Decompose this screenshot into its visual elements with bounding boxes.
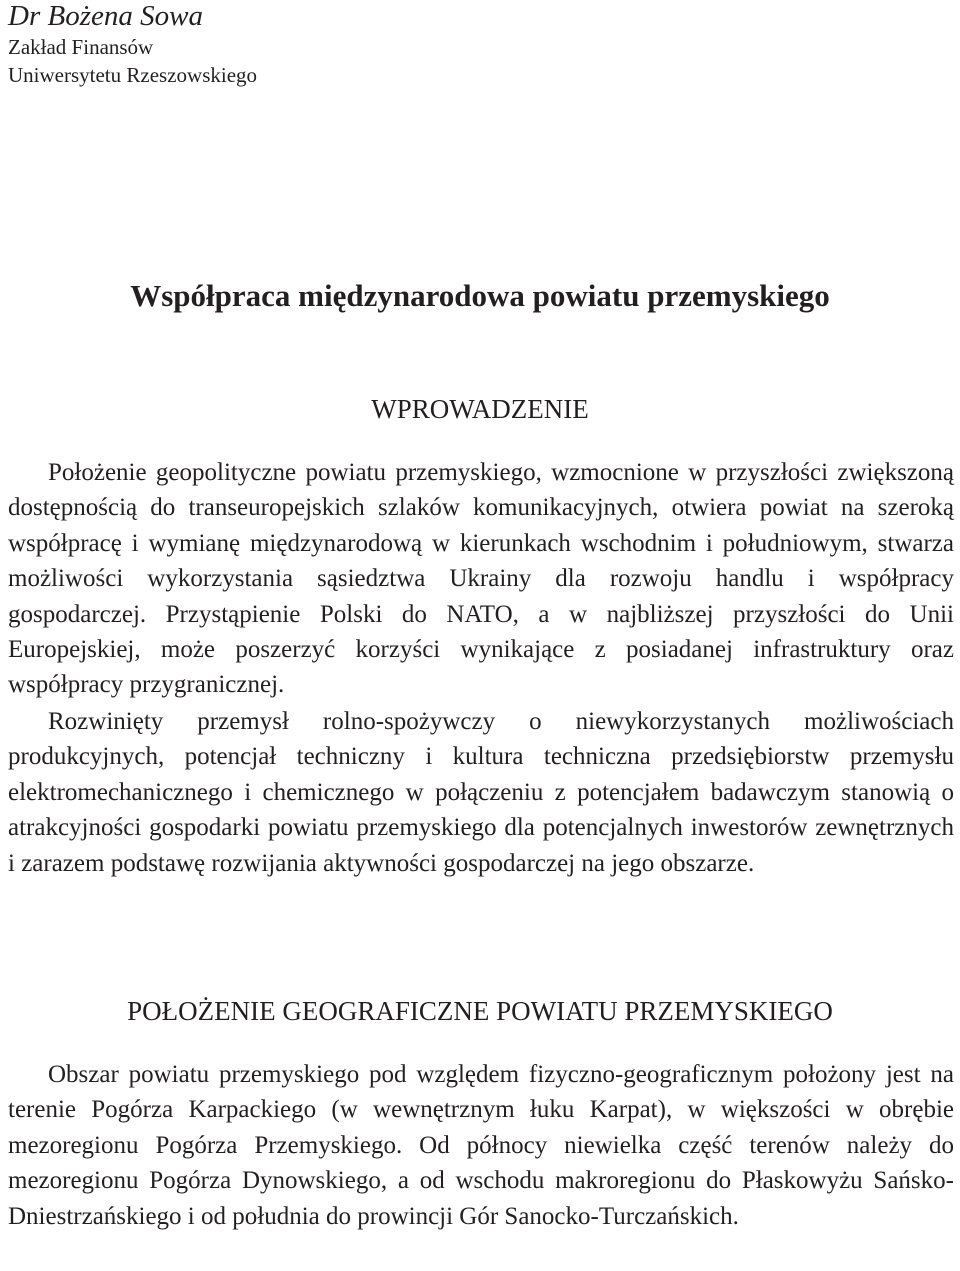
section-heading-geography: POŁOŻENIE GEOGRAFICZNE POWIATU PRZEMYSKIEGO: [127, 996, 833, 1026]
author-name: Dr Bożena Sowa: [8, 0, 203, 32]
affiliation-department: Zakład Finansów: [8, 35, 154, 59]
author-block: [8, 0, 257, 89]
section-heading-intro: WPROWADZENIE: [371, 394, 589, 424]
affiliation-university: Uniwersytetu Rzeszowskiego: [8, 63, 258, 87]
geography-paragraph-1: Obszar powiatu przemyskiego pod względem fizyczno-geograficznym położony jest na terenie Pogórza Karpackiego (w wewnętrznym łuku Karpat), w większości w obrębie mezoregionu Pogórza Przemyskiego. Od północy niewielka część terenów należy do mezoregionu Pogórza Dynowskiego, a od wschodu makroregionu do Płaskowyżu Sańsko-Dniestrzańskiego i od południa do prowincji Gór Sanocko-Turczańskich.: [8, 1061, 954, 1230]
article-title: Współpraca międzynarodowa powiatu przemyskiego: [130, 278, 830, 313]
intro-paragraph-1: Położenie geopolityczne powiatu przemyskiego, wzmocnione w przyszłości zwiększoną dostępnością do transeuropejskich szlaków komunikacyjnych, otwiera powiat na szeroką współpracę i wymianę międzynarodową w kierunkach wschodnim i południowym, stwarza możliwości wykorzystania sąsiedztwa Ukrainy dla rozwoju handlu i współpracy gospodarczej. Przystąpienie Polski do NATO, a w najbliższej przyszłości do Unii Europejskiej, może poszerzyć korzyści wynikające z posiadanej infrastruktury oraz współpracy przygranicznej.: [8, 459, 954, 699]
intro-paragraph-2: Rozwinięty przemysł rolno-spożywczy o niewykorzystanych możliwościach produkcyjnych, potencjał techniczny i kultura techniczna przedsiębiorstw przemysłu elektromechanicznego i chemicznego w połączeniu z potencjałem badawczym stanowią o atrakcyjności gospodarki powiatu przemyskiego dla potencjalnych inwestorów zewnętrznych i zarazem podstawę rozwijania aktywności gospodarczej na jego obszarze.: [8, 708, 954, 877]
